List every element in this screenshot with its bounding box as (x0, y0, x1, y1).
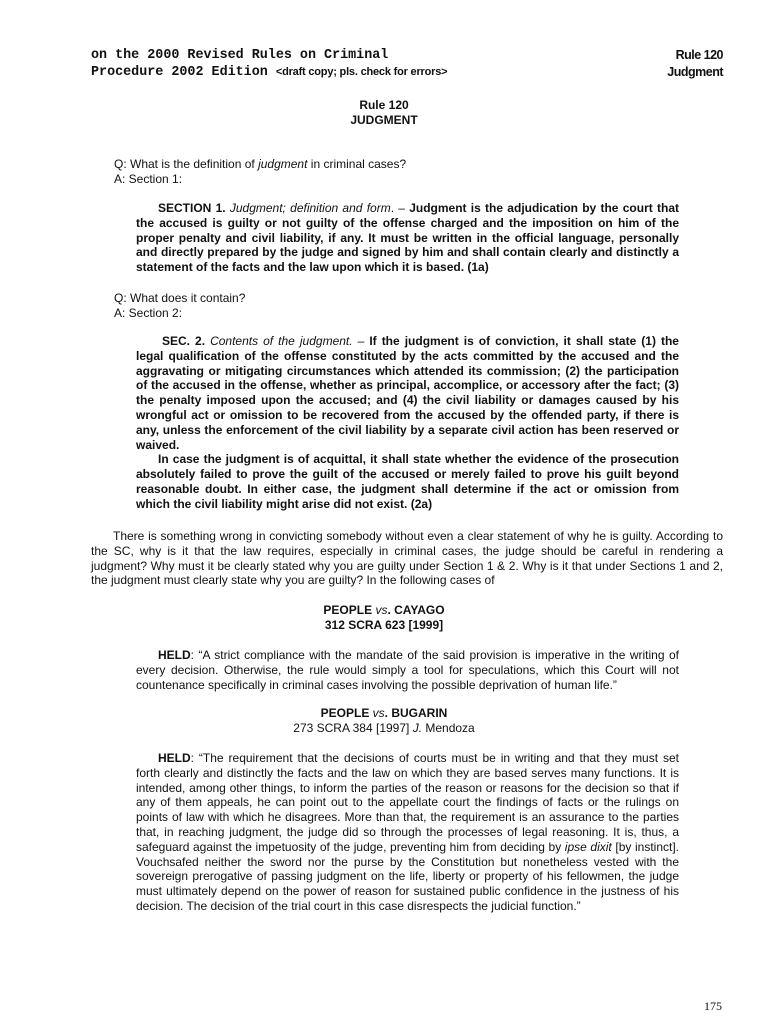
header-rule: Rule 120 (675, 48, 723, 62)
sec2-dash: – (352, 334, 370, 348)
case1-citation: 312 SCRA 623 [1999] (324, 617, 444, 632)
case2-held-emphasis: ipse dixit (564, 839, 612, 854)
case1-vs: vs (375, 603, 388, 617)
case1-party-1: PEOPLE (323, 603, 376, 617)
page-number: 175 (704, 999, 722, 1013)
title-rule: Rule 120 (359, 98, 409, 112)
a1-text: A: Section 1: (114, 171, 183, 186)
page-title (0, 98, 768, 128)
q1-emphasis: judgment (258, 157, 308, 171)
header-line-2: Procedure 2002 Edition (91, 65, 268, 80)
sec2-para-2: In case the judgment is of acquittal, it shall state whether the evidence of the prosecution absolutely failed to prove the guilt of the accused or merely failed to prove his guilt beyond reasonable doubt. In either case, the judgment shall determine if the act or omission from which the civil liability might arise did not exist. (2a) (136, 452, 679, 511)
sec2-body-1: If the judgment is of conviction, it shall state (1) the legal qualification of the offense constituted by the acts committed by the accused and the aggravating or mitigating circumstances which attended its commission; (2) the participation of the accused in the offense, whether as principal, accomplice, or accessory after the fact; (3) the penalty imposed upon the accused; and (4) the civil liability or damages caused by his wrongful act or omission to be recovered from the accused by the offended party, if there is any, unless the enforcement of the civil liability by a separate civil action has been reserved or waived. (136, 334, 679, 452)
a2-text: A: Section 2: (114, 305, 183, 320)
case-1-heading (0, 603, 768, 633)
case2-party-2: . BUGARIN (384, 706, 448, 720)
sec1-dash: . – (390, 201, 410, 215)
header-title (91, 47, 723, 81)
question-1 (114, 157, 406, 187)
case2-ponente-title: J. (412, 720, 423, 735)
case-1-held (136, 648, 679, 692)
sec2-heading: Contents of the judgment. (205, 334, 353, 348)
section-2 (136, 334, 679, 512)
title-name: JUDGMENT (350, 112, 418, 127)
case2-citation-text: 273 SCRA 384 [1997] (293, 720, 413, 735)
question-2 (114, 291, 245, 321)
case1-party-2: . CAYAGO (387, 603, 445, 617)
header-line-1: on the 2000 Revised Rules on Criminal (91, 48, 389, 63)
q1-text: Q: What is the definition of (114, 157, 259, 171)
case2-held-text: : “The requirement that the decisions of courts must be in writing and that they must set forth clearly and distinctly the facts and the law on which they are based serves many functions. It is intended, among other things, to inform the parties of the reason or reasons for the decision so that if any of them appeals, he can point out to the appellate court the findings of facts or the rulings on points of law with which he disagrees. More than that, the requirement is an assurance to the parties that, in reaching judgment, the judge did so through the processes of legal reasoning. It is, thus, a safeguard against the impetuosity of the judge, preventing him from deciding by (136, 751, 679, 854)
discussion-paragraph: There is something wrong in convicting somebody without even a clear statement of why he is guilty. According to the SC, why is it that the law requires, especially in criminal cases, the judge should be careful in rendering a judgment? Why must it be clearly stated why you are guilty under Section 1 & 2. Why is it that under Sections 1 and 2, the judgment must clearly state why you are guilty? In the following cases of (91, 529, 723, 588)
case2-vs: vs (372, 706, 385, 720)
draft-note: <draft copy; pls. check for errors> (275, 66, 448, 78)
sec2-label: SEC. 2. (162, 334, 206, 348)
running-header (91, 47, 723, 81)
case-2-heading (0, 706, 768, 736)
sec1-label: SECTION 1. (158, 201, 226, 215)
q2-text: Q: What does it contain? (114, 291, 246, 305)
header-subject: Judgment (667, 65, 723, 79)
case1-held-text: : “A strict compliance with the mandate of the said provision is imperative in the writing of every decision. Otherwise, the rule would simply a tool for speculations, which this Court will not countenance specifically in criminal cases involving the possible deprivation of human life.” (136, 648, 679, 692)
case2-held-text-end: [by instinct]. Vouchsafed neither the sword nor the purse by the Constitution but nonetheless vested with the sovereign prerogative of passing judgment on the life, liberty or property of his fellowmen, the judge must ultimately depend on the power of reason for sustained public confidence in the justness of his decision. The decision of the trial court in this case disrespects the judicial function.” (136, 839, 679, 913)
case2-party-1: PEOPLE (320, 706, 373, 720)
header-rule-label (667, 47, 723, 81)
case2-ponente-name: Mendoza (422, 720, 475, 735)
case-2-held (136, 751, 679, 914)
q1-text-end: in criminal cases? (307, 157, 407, 171)
case1-held-label: HELD (158, 648, 191, 662)
case2-held-label: HELD (158, 751, 191, 765)
case2-citation (0, 721, 768, 736)
sec1-body: Judgment is the adjudication by the court that the accused is guilty or not guilty of the offense charged and the imposition on him of the proper penalty and civil liability, if any. It must be written in the official language, personally and directly prepared by the judge and signed by him and shall contain clearly and distinctly a statement of the facts and the law upon which it is based. (1a) (136, 201, 679, 275)
sec2-para-1 (136, 334, 679, 452)
sec1-heading: Judgment; definition and form (225, 201, 391, 215)
section-1 (136, 201, 679, 275)
